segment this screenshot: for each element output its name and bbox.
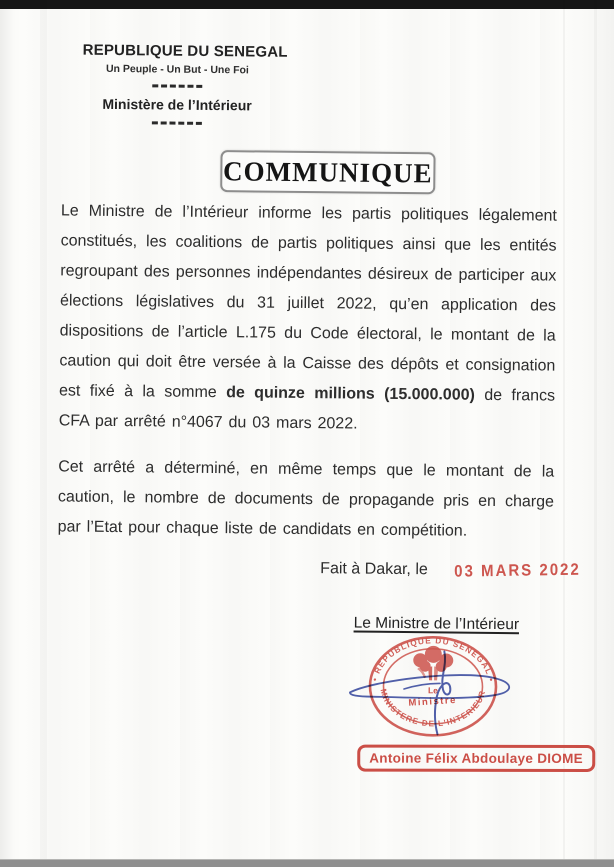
ministry-name: Ministère de l’Intérieur <box>102 95 252 114</box>
separator-line <box>152 121 202 125</box>
paragraph-1-text-end: de francs CFA par arrêté n°4067 du 03 mars 2022. <box>58 386 556 433</box>
body-paragraph-2: Cet arrêté a déterminé, en même temps que le montant de la caution, le nombre de documents de propagande pris en charge par l’Etat pour chaque liste de candidats en compétition. <box>57 458 555 540</box>
seal-center-line1: Le <box>427 685 438 696</box>
minister-name-stamp: Antoine Félix Abdoulaye DIOME <box>357 745 595 772</box>
paragraph-1-bold-amount: de quinze millions (15.000.000) <box>226 384 475 404</box>
body-paragraph-1 <box>59 196 557 441</box>
national-motto: Un Peuple - Un But - Une Foi <box>105 62 249 77</box>
date-stamp: 03 MARS 2022 <box>453 560 581 582</box>
document-body <box>57 196 557 547</box>
communique-title-box <box>220 150 435 194</box>
signature-title: Le Ministre de l’Intérieur <box>353 614 520 634</box>
seal-bottom-text: MINISTERE DE L'INTERIEUR <box>378 687 488 729</box>
seal-top-text: • REPUBLIQUE DU SENEGAL • <box>370 636 496 684</box>
dateline <box>320 560 580 581</box>
paragraph-1-text: Le Ministre de l’Intérieur informe les partis politiques légalement constitués, les coalitions de partis politiques ainsi que les entités regroupant des personnes indépendantes désireux de participer aux élections législatives du 31 juillet 2022, qu’en application des dispositions de l’article L.175 du Code électoral, le montant de la caution qui doit être versée à la Caisse des dépôts et consignation est fixé à la somme <box>58 202 558 402</box>
separator-line <box>152 84 202 88</box>
scan-bottom-edge <box>0 859 614 867</box>
dateline-label: Fait à Dakar, le <box>320 560 428 579</box>
document-header <box>82 41 288 126</box>
seal-center-line2: Ministre <box>408 694 458 709</box>
handwritten-signature <box>343 640 522 746</box>
communique-title: COMMUNIQUE <box>222 155 433 189</box>
country-name: REPUBLIQUE DU SENEGAL <box>82 41 288 61</box>
